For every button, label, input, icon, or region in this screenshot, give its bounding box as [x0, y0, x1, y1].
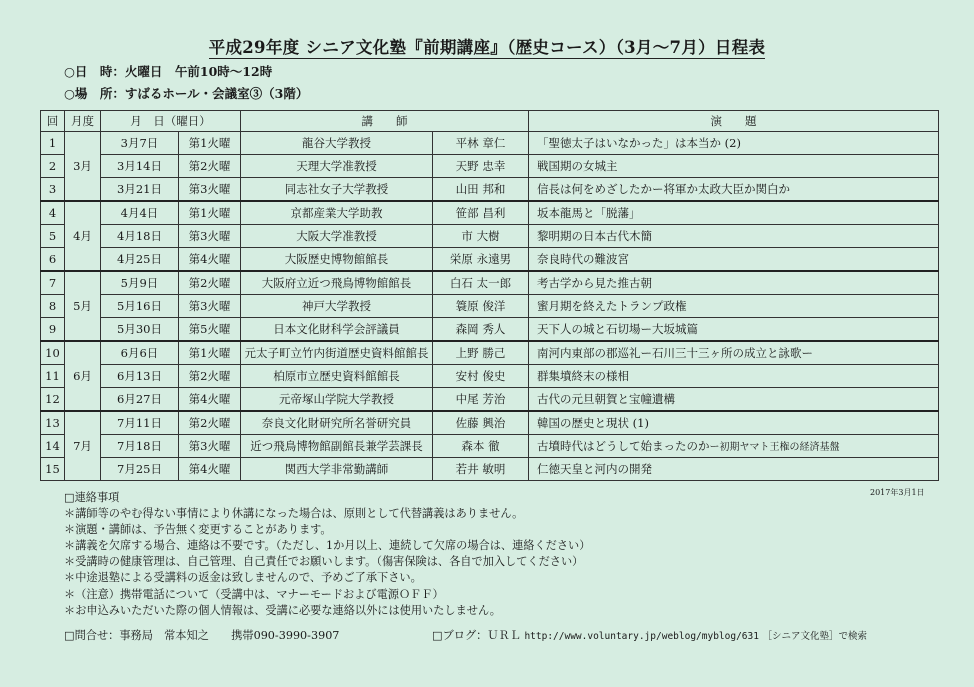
topic-text: 奈良時代の難波宮	[537, 252, 629, 266]
topic-cell	[529, 155, 939, 178]
date-cell: 5月16日	[101, 295, 179, 318]
month-cell: 6月	[65, 341, 101, 411]
row-number: 4	[41, 201, 65, 225]
topic-text: 坂本龍馬と「脱藩」	[537, 206, 641, 220]
row-number: 15	[41, 458, 65, 481]
affiliation-cell: 柏原市立歴史資料館館長	[241, 365, 433, 388]
date-cell: 6月13日	[101, 365, 179, 388]
topic-cell	[529, 201, 939, 225]
row-number: 13	[41, 411, 65, 435]
month-cell: 3月	[65, 132, 101, 202]
lecturer-name-cell: 森岡 秀人	[433, 318, 529, 342]
table-header-row	[41, 111, 939, 132]
weekday-cell: 第1火曜	[179, 132, 241, 155]
month-cell: 7月	[65, 411, 101, 481]
notes-section	[64, 490, 590, 619]
topic-cell	[529, 132, 939, 155]
date-cell: 3月14日	[101, 155, 179, 178]
table-row	[41, 318, 939, 342]
weekday-cell: 第2火曜	[179, 365, 241, 388]
table-row	[41, 155, 939, 178]
note-item: ＊（注意）携帯電話について（受講中は、マナーモードおよび電源ＯＦＦ）	[64, 587, 444, 601]
lecturer-name-cell: 簑原 俊洋	[433, 295, 529, 318]
table-row	[41, 225, 939, 248]
row-number: 2	[41, 155, 65, 178]
lecturer-name-cell: 森本 徹	[433, 435, 529, 458]
date-cell: 7月25日	[101, 458, 179, 481]
topic-text: 南河内東部の郡巡礼ー石川三十三ヶ所の成立と詠歌ー	[537, 346, 813, 360]
weekday-cell: 第3火曜	[179, 295, 241, 318]
topic-text: 考古学から見た推古朝	[537, 276, 652, 290]
topic-text: 天下人の城と石切場ー大坂城篇	[537, 322, 698, 336]
affiliation-cell: 同志社女子大学教授	[241, 178, 433, 202]
weekday-cell: 第2火曜	[179, 271, 241, 295]
row-number: 11	[41, 365, 65, 388]
topic-text: 仁徳天皇と河内の開発	[537, 462, 652, 476]
topic-subtext: ー初期ヤマト王権の経済基盤	[709, 442, 840, 453]
date-cell: 4月25日	[101, 248, 179, 272]
topic-cell	[529, 248, 939, 272]
topic-text: 黎明期の日本古代木簡	[537, 229, 652, 243]
date-cell: 4月4日	[101, 201, 179, 225]
notes-heading: □連絡事項	[64, 491, 120, 504]
topic-cell	[529, 435, 939, 458]
lecturer-name-cell: 若井 敏明	[433, 458, 529, 481]
lecturer-name-cell: 上野 勝己	[433, 341, 529, 365]
affiliation-cell: 大阪歴史博物館館長	[241, 248, 433, 272]
table-row	[41, 248, 939, 272]
topic-text: 韓国の歴史と現状 (1)	[537, 416, 649, 430]
weekday-cell: 第3火曜	[179, 225, 241, 248]
topic-text: 古墳時代はどうして始まったのか	[537, 439, 710, 453]
row-number: 10	[41, 341, 65, 365]
topic-text: 蜜月期を終えたトランプ政権	[537, 299, 687, 313]
blog-label: □ブログ：ＵＲＬ	[432, 629, 521, 642]
topic-text: 戦国期の女城主	[537, 159, 618, 173]
weekday-cell: 第4火曜	[179, 248, 241, 272]
affiliation-cell: 奈良文化財研究所名誉研究員	[241, 411, 433, 435]
lecturer-name-cell: 佐藤 興治	[433, 411, 529, 435]
date-cell: 5月9日	[101, 271, 179, 295]
table-row	[41, 295, 939, 318]
lecturer-name-cell: 栄原 永遠男	[433, 248, 529, 272]
lecturer-name-cell: 市 大樹	[433, 225, 529, 248]
weekday-cell: 第3火曜	[179, 435, 241, 458]
row-number: 1	[41, 132, 65, 155]
date-cell: 7月18日	[101, 435, 179, 458]
row-number: 9	[41, 318, 65, 342]
weekday-cell: 第5火曜	[179, 318, 241, 342]
note-item: ＊講義を欠席する場合、連絡は不要です。（ただし、1か月以上、連続して欠席の場合は、連絡ください）	[64, 539, 591, 553]
schedule-table	[40, 110, 939, 481]
row-number: 7	[41, 271, 65, 295]
header-topic: 演 題	[529, 111, 939, 132]
issue-date: 2017年3月1日	[870, 488, 925, 497]
row-number: 5	[41, 225, 65, 248]
topic-cell	[529, 365, 939, 388]
topic-cell	[529, 388, 939, 412]
place-info: ○場 所：すばるホール・会議室③（3階）	[64, 86, 309, 101]
topic-cell	[529, 318, 939, 342]
date-cell: 5月30日	[101, 318, 179, 342]
weekday-cell: 第3火曜	[179, 178, 241, 202]
date-cell: 7月11日	[101, 411, 179, 435]
topic-cell	[529, 411, 939, 435]
topic-cell	[529, 225, 939, 248]
month-cell: 4月	[65, 201, 101, 271]
affiliation-cell: 日本文化財科学会評議員	[241, 318, 433, 342]
table-row	[41, 458, 939, 481]
date-cell: 6月27日	[101, 388, 179, 412]
table-row	[41, 341, 939, 365]
table-row	[41, 411, 939, 435]
note-item: ＊受講時の健康管理は、自己管理、自己責任でお願いします。（傷害保険は、各自で加入してください）	[64, 555, 584, 569]
month-cell: 5月	[65, 271, 101, 341]
affiliation-cell: 龍谷大学教授	[241, 132, 433, 155]
weekday-cell: 第4火曜	[179, 458, 241, 481]
note-item: ＊お申込みいただいた際の個人情報は、受講に必要な連絡以外には使用いたしません。	[64, 603, 501, 617]
affiliation-cell: 神戸大学教授	[241, 295, 433, 318]
topic-cell	[529, 295, 939, 318]
topic-text: 群集墳終末の様相	[537, 369, 629, 383]
lecturer-name-cell: 中尾 芳治	[433, 388, 529, 412]
weekday-cell: 第2火曜	[179, 411, 241, 435]
weekday-cell: 第1火曜	[179, 341, 241, 365]
weekday-cell: 第2火曜	[179, 155, 241, 178]
datetime-info: ○日 時：火曜日 午前10時〜12時	[64, 64, 273, 79]
weekday-cell: 第4火曜	[179, 388, 241, 412]
blog-info	[432, 627, 867, 643]
topic-text: 古代の元旦朝賀と宝幢遺構	[537, 392, 675, 406]
blog-url-link[interactable]: http://www.voluntary.jp/weblog/myblog/631	[524, 631, 759, 642]
topic-cell	[529, 458, 939, 481]
affiliation-cell: 天理大学准教授	[241, 155, 433, 178]
date-cell: 3月7日	[101, 132, 179, 155]
lecturer-name-cell: 笹部 昌利	[433, 201, 529, 225]
date-cell: 3月21日	[101, 178, 179, 202]
affiliation-cell: 関西大学非常勤講師	[241, 458, 433, 481]
note-item: ＊講師等のやむ得ない事情により休講になった場合は、原則として代替講義はありません。	[64, 507, 524, 521]
row-number: 14	[41, 435, 65, 458]
note-item: ＊演題・講師は、予告無く変更することがあります。	[64, 523, 332, 537]
date-cell: 6月6日	[101, 341, 179, 365]
header-date: 月 日（曜日）	[101, 111, 241, 132]
affiliation-cell: 元帝塚山学院大学教授	[241, 388, 433, 412]
contact-info: □問合せ：事務局 常本知之 携帯090-3990-3907	[64, 629, 340, 642]
table-row	[41, 178, 939, 202]
lecturer-name-cell: 天野 忠幸	[433, 155, 529, 178]
row-number: 3	[41, 178, 65, 202]
lecturer-name-cell: 安村 俊史	[433, 365, 529, 388]
affiliation-cell: 京都産業大学助教	[241, 201, 433, 225]
header-lecturer: 講 師	[241, 111, 529, 132]
header-month: 月度	[65, 111, 101, 132]
header-no: 回	[41, 111, 65, 132]
row-number: 6	[41, 248, 65, 272]
date-cell: 4月18日	[101, 225, 179, 248]
note-item: ＊中途退塾による受講料の返金は致しませんので、予めご了承下さい。	[64, 571, 422, 585]
blog-search-hint: ［シニア文化塾］で検索	[762, 631, 868, 642]
table-row	[41, 201, 939, 225]
table-row	[41, 132, 939, 155]
table-row	[41, 271, 939, 295]
table-row	[41, 365, 939, 388]
lecturer-name-cell: 平林 章仁	[433, 132, 529, 155]
page-title: 平成29年度 シニア文化塾『前期講座』（歴史コース）（3月〜7月）日程表	[208, 38, 766, 57]
topic-cell	[529, 341, 939, 365]
table-row	[41, 388, 939, 412]
row-number: 8	[41, 295, 65, 318]
lecturer-name-cell: 山田 邦和	[433, 178, 529, 202]
topic-text: 「聖徳太子はいなかった」は本当か (2)	[537, 136, 741, 150]
affiliation-cell: 大阪府立近つ飛鳥博物館館長	[241, 271, 433, 295]
weekday-cell: 第1火曜	[179, 201, 241, 225]
table-row	[41, 435, 939, 458]
topic-text: 信長は何をめざしたかー将軍か太政大臣か関白か	[537, 182, 790, 196]
affiliation-cell: 大阪大学准教授	[241, 225, 433, 248]
row-number: 12	[41, 388, 65, 412]
lecturer-name-cell: 白石 太一郎	[433, 271, 529, 295]
affiliation-cell: 元太子町立竹内街道歴史資料館館長	[241, 341, 433, 365]
affiliation-cell: 近つ飛鳥博物館副館長兼学芸課長	[241, 435, 433, 458]
topic-cell	[529, 271, 939, 295]
topic-cell	[529, 178, 939, 202]
